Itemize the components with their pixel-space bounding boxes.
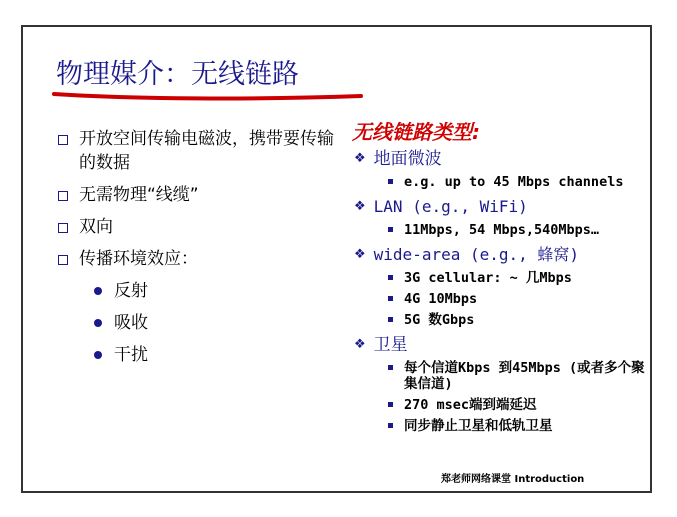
square-bullet-icon — [388, 275, 393, 280]
slide-title: 物理媒介：无线链路 — [56, 59, 299, 90]
dot-bullet-icon — [94, 351, 102, 359]
list-item-text: 开放空间传输电磁波，携带要传输的数据 — [79, 129, 334, 173]
diamond-bullet-icon: ❖ — [354, 199, 366, 214]
square-bullet-icon — [388, 227, 393, 232]
group-item — [388, 418, 652, 434]
left-bullet-list — [58, 127, 338, 375]
square-bullet-icon — [388, 179, 393, 184]
diamond-bullet-icon: ❖ — [354, 337, 366, 352]
group-item — [388, 291, 652, 307]
list-item-text: 传播环境效应： — [79, 249, 198, 269]
sub-list-item — [94, 343, 338, 367]
list-item — [58, 247, 338, 271]
square-bullet-icon — [388, 317, 393, 322]
square-bullet-icon — [388, 296, 393, 301]
title-underline — [52, 88, 364, 102]
group-heading — [352, 147, 652, 171]
group-item-text: 3G cellular: ~ 几Mbps — [404, 270, 572, 286]
diamond-bullet-icon: ❖ — [354, 151, 366, 166]
group-label: LAN (e.g., WiFi) — [373, 197, 528, 216]
sub-list-item — [94, 311, 338, 335]
dot-bullet-icon — [94, 319, 102, 327]
group-item-text: 270 msec端到端延迟 — [404, 397, 537, 413]
group-item — [388, 270, 652, 286]
square-bullet-icon — [388, 402, 393, 407]
sub-list-item-text: 干扰 — [114, 345, 148, 365]
group-label: 卫星 — [373, 335, 408, 355]
group-label: 地面微波 — [373, 149, 442, 169]
dot-bullet-icon — [94, 287, 102, 295]
list-item — [58, 215, 338, 239]
group-heading — [352, 195, 652, 219]
group-item — [388, 174, 652, 190]
sub-list-item-text: 反射 — [114, 281, 148, 301]
list-item-text: 无需物理“线缆” — [79, 185, 199, 205]
group-item-text: e.g. up to 45 Mbps channels — [404, 174, 624, 190]
square-bullet-icon — [58, 223, 68, 233]
sub-list-item — [94, 279, 338, 303]
square-bullet-icon — [388, 365, 393, 370]
group-item-text: 同步静止卫星和低轨卫星 — [404, 418, 553, 434]
right-column — [352, 116, 652, 439]
group-heading — [352, 333, 652, 357]
group-item-text: 5G 数Gbps — [404, 312, 475, 328]
group-item — [388, 397, 652, 413]
list-item — [58, 127, 338, 175]
group-item — [388, 312, 652, 328]
sub-list-item-text: 吸收 — [114, 313, 148, 333]
square-bullet-icon — [58, 135, 68, 145]
group-item-text: 每个信道Kbps 到45Mbps (或者多个聚集信道) — [404, 360, 645, 392]
group-heading — [352, 243, 652, 267]
list-item — [58, 183, 338, 207]
right-heading: 无线链路类型: — [352, 120, 480, 144]
group-label: wide-area (e.g., 蜂窝) — [373, 245, 580, 264]
slide-footer: 郑老师网络课堂 Introduction — [441, 474, 585, 485]
list-item-text: 双向 — [79, 217, 113, 237]
square-bullet-icon — [58, 191, 68, 201]
square-bullet-icon — [388, 423, 393, 428]
square-bullet-icon — [58, 255, 68, 265]
group-item-text: 11Mbps, 54 Mbps,540Mbps… — [404, 222, 600, 238]
diamond-bullet-icon: ❖ — [354, 247, 366, 262]
group-item — [388, 222, 652, 238]
group-item — [388, 360, 652, 392]
group-item-text: 4G 10Mbps — [404, 291, 478, 307]
